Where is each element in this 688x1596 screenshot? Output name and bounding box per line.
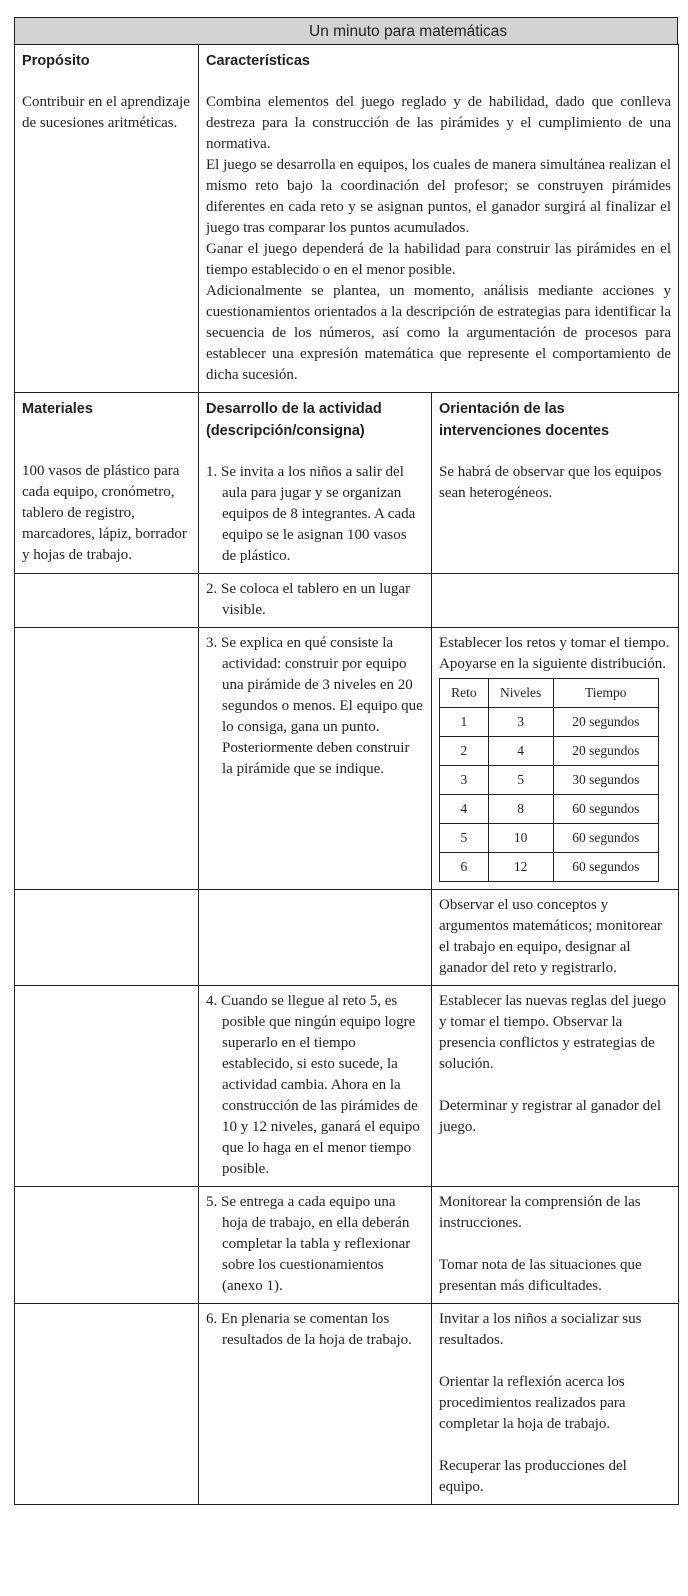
reto-cell: 2 [440, 737, 489, 766]
development-cell [199, 1304, 432, 1505]
challenge-table-header [440, 679, 659, 708]
orientation-cell [432, 393, 679, 574]
orientation-cell [432, 890, 679, 986]
tiempo-cell: 60 segundos [553, 824, 658, 853]
activity-document [14, 17, 678, 1505]
characteristics-paragraph: El juego se desarrolla en equipos, los cuales de manera simultánea realizan el mismo reto bajo la coordinación del profesor; se construyen pirámides diferentes en cada reto y se asignan puntos, el ganador surgirá al finalizar el juego tras comparar los puntos acumulados. [206, 157, 672, 236]
orientation-text: Tomar nota de las situaciones que presentan más dificultades. [439, 1257, 642, 1294]
step-row [15, 890, 679, 986]
orientation-text: Orientar la reflexión acerca los procedimientos realizados para completar la hoja de trabajo. [439, 1374, 626, 1432]
step-text: 6. En plenaria se comentan los resultados de la hoja de trabajo. [206, 1311, 412, 1348]
orientation-text: Se habrá de observar que los equipos sean heterogéneos. [439, 464, 662, 501]
empty-cell [15, 1304, 199, 1505]
step-row [15, 628, 679, 890]
niveles-cell: 8 [488, 795, 553, 824]
niveles-cell: 3 [488, 708, 553, 737]
challenge-row [440, 737, 659, 766]
step-row [15, 1187, 679, 1304]
step-text: 3. Se explica en qué consiste la actividad: construir por equipo una pirámide de 3 niveles en 20 segundos o menos. El equipo que lo consiga, gana un punto. Posteriormente deben construir la pirámide que se indique. [206, 635, 423, 777]
orientation-text: Observar el uso conceptos y argumentos matemáticos; monitorear el trabajo en equipo, designar al ganador del reto y registrarlo. [439, 897, 662, 976]
tiempo-cell: 20 segundos [553, 708, 658, 737]
materials-cell [15, 393, 199, 574]
development-cell [199, 628, 432, 890]
empty-cell [15, 628, 199, 890]
characteristics-paragraph: Ganar el juego dependerá de la habilidad para construir las pirámides en el tiempo establecido o en el menor posible. [206, 241, 672, 278]
step-text: 5. Se entrega a cada equipo una hoja de trabajo, en ella deberán completar la tabla y reflexionar sobre los cuestionamientos (anexo 1). [206, 1194, 411, 1294]
niveles-cell: 4 [488, 737, 553, 766]
challenge-row [440, 853, 659, 882]
reto-cell: 6 [440, 853, 489, 882]
reto-cell: 5 [440, 824, 489, 853]
materials-header: Materiales [22, 401, 93, 417]
challenge-table [439, 678, 659, 882]
col-header-reto: Reto [440, 679, 489, 708]
tiempo-cell: 60 segundos [553, 853, 658, 882]
activity-table [14, 44, 679, 1505]
reto-cell: 1 [440, 708, 489, 737]
step-row [15, 1304, 679, 1505]
tiempo-cell: 30 segundos [553, 766, 658, 795]
orientation-text: Invitar a los niños a socializar sus resultados. [439, 1311, 642, 1348]
empty-cell [15, 1187, 199, 1304]
orientation-text: Establecer los retos y tomar el tiempo. Apoyarse en la siguiente distribución. [439, 635, 670, 672]
purpose-text: Contribuir en el aprendizaje de sucesiones aritméticas. [22, 94, 190, 131]
development-cell [199, 890, 432, 986]
orientation-cell [432, 1304, 679, 1505]
materials-row [15, 393, 679, 574]
col-header-tiempo: Tiempo [553, 679, 658, 708]
step-row [15, 574, 679, 628]
orientation-cell [432, 574, 679, 628]
orientation-cell [432, 628, 679, 890]
empty-cell [15, 574, 199, 628]
niveles-cell: 5 [488, 766, 553, 795]
challenge-row [440, 824, 659, 853]
niveles-cell: 12 [488, 853, 553, 882]
niveles-cell: 10 [488, 824, 553, 853]
development-cell [199, 574, 432, 628]
empty-cell [15, 986, 199, 1187]
reto-cell: 3 [440, 766, 489, 795]
development-header: Desarrollo de la actividad (descripción/consigna) [206, 401, 382, 439]
orientation-text: Establecer las nuevas reglas del juego y tomar el tiempo. Observar la presencia conflictos y estrategias de solución. [439, 993, 666, 1072]
characteristics-paragraph: Adicionalmente se plantea, un momento, análisis mediante acciones y cuestionamientos orientados a la descripción de estrategias para identificar la secuencia de los números, así como la argumentación de procesos para establecer una expresión matemática que represente el comportamiento de dicha sucesión. [206, 283, 672, 383]
orientation-text: Determinar y registrar al ganador del juego. [439, 1098, 661, 1135]
orientation-text: Monitorear la comprensión de las instrucciones. [439, 1194, 641, 1231]
orientation-header: Orientación de las intervenciones docentes [439, 401, 610, 439]
step-text: 4. Cuando se llegue al reto 5, es posible que ningún equipo logre superarlo en el tiempo establecido, si esto sucede, la actividad cambia. Ahora en la construcción de las pirámides de 10 y 12 niveles, ganará el equipo que lo haga en el menor tiempo posible. [206, 993, 420, 1177]
characteristics-cell [199, 45, 679, 393]
reto-cell: 4 [440, 795, 489, 824]
step-text: 2. Se coloca el tablero en un lugar visible. [206, 581, 411, 618]
purpose-cell [15, 45, 199, 393]
characteristics-paragraph: Combina elementos del juego reglado y de habilidad, dado que conlleva destreza para la construcción de las pirámides y el cumplimiento de una normativa. [206, 94, 672, 152]
tiempo-cell: 60 segundos [553, 795, 658, 824]
document-title: Un minuto para matemáticas [14, 17, 678, 44]
development-cell [199, 393, 432, 574]
development-cell [199, 986, 432, 1187]
orientation-cell [432, 1187, 679, 1304]
step-text: 1. Se invita a los niños a salir del aula para jugar y se organizan equipos de 8 integrantes. A cada equipo se le asignan 100 vasos de plástico. [206, 464, 416, 564]
tiempo-cell: 20 segundos [553, 737, 658, 766]
purpose-row [15, 45, 679, 393]
challenge-row [440, 766, 659, 795]
materials-text: 100 vasos de plástico para cada equipo, cronómetro, tablero de registro, marcadores, lápiz, borrador y hojas de trabajo. [22, 463, 187, 563]
challenge-row [440, 795, 659, 824]
development-cell [199, 1187, 432, 1304]
orientation-text: Recuperar las producciones del equipo. [439, 1458, 627, 1495]
col-header-niveles: Niveles [488, 679, 553, 708]
step-row [15, 986, 679, 1187]
purpose-header: Propósito [22, 53, 90, 69]
characteristics-header: Características [206, 53, 310, 69]
empty-cell [15, 890, 199, 986]
challenge-row [440, 708, 659, 737]
orientation-cell [432, 986, 679, 1187]
